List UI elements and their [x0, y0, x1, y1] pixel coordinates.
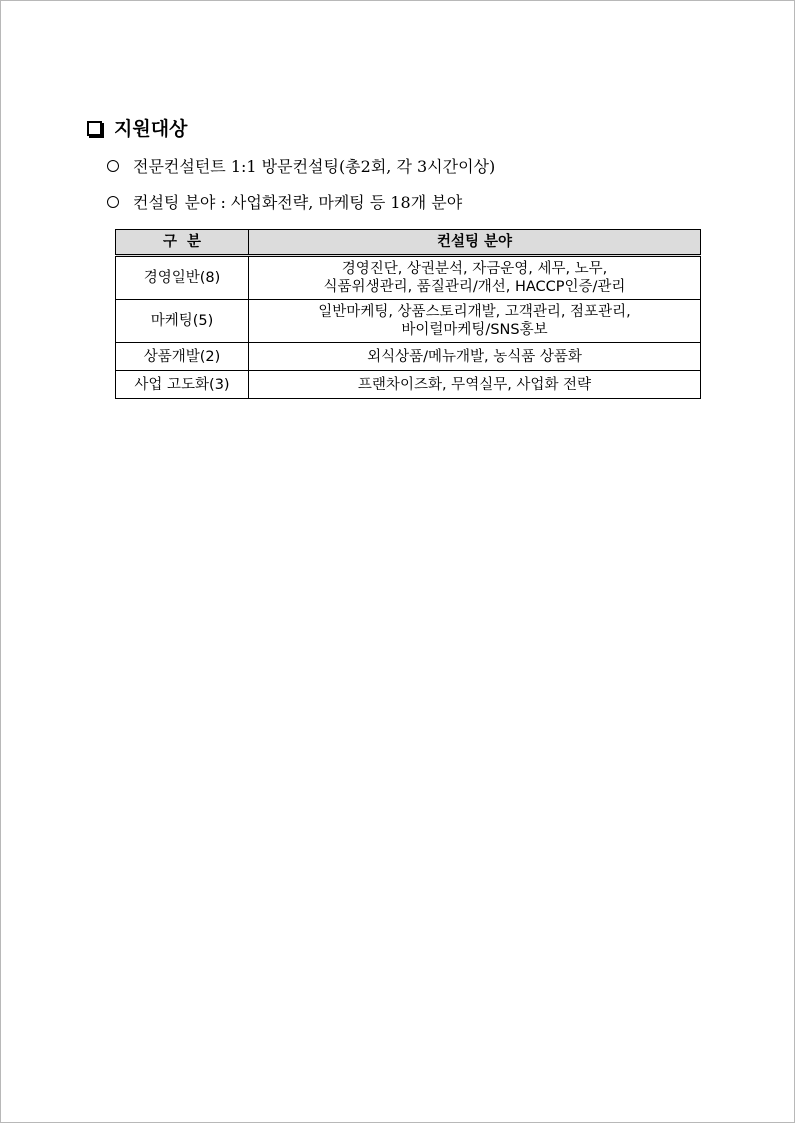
- row-category: 마케팅(5): [116, 300, 249, 343]
- row-fields: [249, 343, 701, 371]
- section-heading: [87, 114, 187, 141]
- row-category: 경영일반(8): [116, 256, 249, 300]
- field-line: 프랜차이즈화, 무역실무, 사업화 전략: [357, 376, 592, 393]
- checkbox-square-icon: [87, 121, 102, 136]
- field-line: 경영진단, 상권분석, 자금운영, 세무, 노무,: [341, 261, 608, 277]
- table-row: [116, 343, 701, 371]
- bullet-text: 컨설팅 분야 : 사업화전략, 마케팅 등 18개 분야: [133, 193, 463, 212]
- table-row: [116, 371, 701, 399]
- section-title: 지원대상: [114, 118, 188, 140]
- field-line: 바이럴마케팅/SNS홍보: [401, 322, 548, 338]
- header-category: 구 분: [116, 230, 249, 256]
- bullet-item: [107, 190, 462, 213]
- row-category: 상품개발(2): [116, 343, 249, 371]
- table-row: [116, 300, 701, 343]
- row-fields: [249, 256, 701, 300]
- hollow-circle-icon: [107, 196, 119, 208]
- field-line: 식품위생관리, 품질관리/개선, HACCP인증/관리: [323, 279, 626, 295]
- table-row: [116, 256, 701, 300]
- hollow-circle-icon: [107, 160, 119, 172]
- bullet-item: [107, 154, 495, 177]
- row-fields: [249, 300, 701, 343]
- row-category: 사업 고도화(3): [116, 371, 249, 399]
- field-line: 일반마케팅, 상품스토리개발, 고객관리, 점포관리,: [318, 304, 631, 320]
- field-line: 외식상품/메뉴개발, 농식품 상품화: [367, 348, 582, 365]
- row-fields: [249, 371, 701, 399]
- consulting-table: [115, 229, 701, 399]
- bullet-text: 전문컨설턴트 1:1 방문컨설팅(총2회, 각 3시간이상): [133, 157, 496, 176]
- table-header-row: [116, 230, 701, 256]
- header-fields: 컨설팅 분야: [249, 230, 701, 256]
